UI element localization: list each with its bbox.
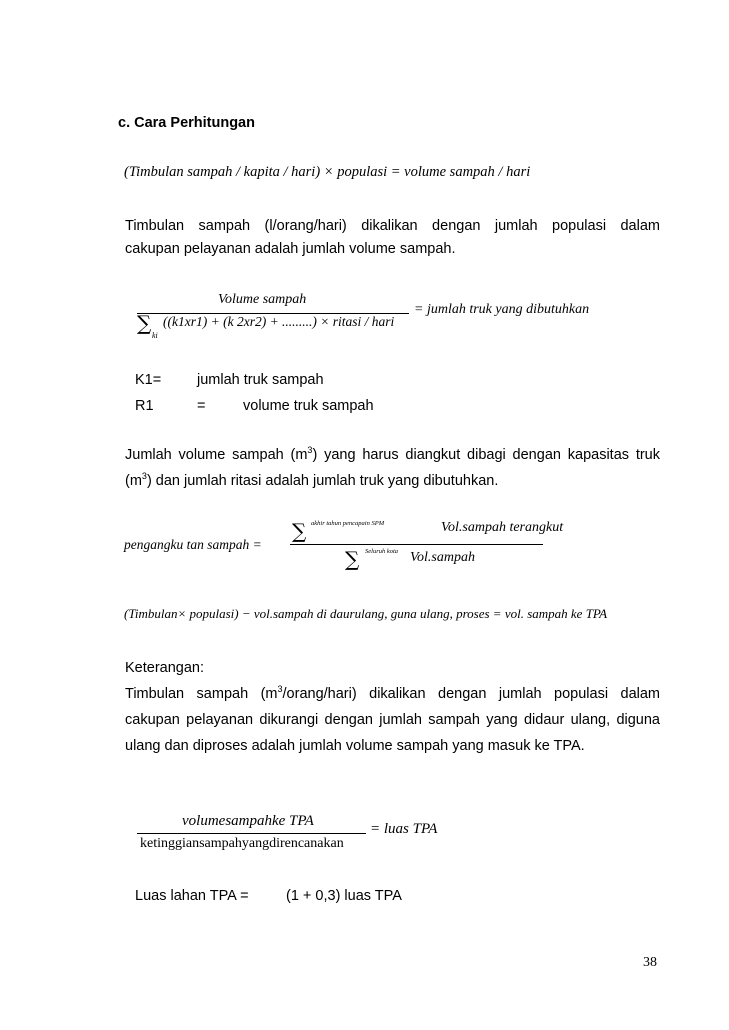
numerator-limits: akhir tahun pencapain SPM: [311, 520, 385, 527]
sigma-subscript: ki: [152, 331, 158, 340]
keterangan-line-2: cakupan pelayanan dikurangi dengan jumlah sampah yang didaur ulang, diguna: [125, 712, 660, 728]
formula-truk-rhs: = jumlah truk yang dibutuhkan: [414, 302, 590, 317]
formula-pengangkutan-lhs: pengangku tan sampah =: [124, 537, 262, 552]
definition-term-r1: R1: [135, 398, 154, 414]
luas-value: (1 + 0,3) luas TPA: [286, 888, 402, 904]
definition-desc-r1: volume truk sampah: [243, 398, 374, 414]
sigma-symbol: ∑: [137, 311, 152, 335]
section-heading: c. Cara Perhitungan: [118, 115, 255, 131]
keterangan-line-1: Timbulan sampah $(m^3/orang/hari)$ dikalikan dengan jumlah populasi dalam: [125, 684, 660, 702]
formula-luas-numerator: volumesampahke TPA: [182, 813, 314, 829]
keterangan-label: Keterangan:: [125, 660, 205, 676]
paragraph-2-line-1: Jumlah volume sampah $(m^3)$ yang harus diangkut dibagi dengan kapasitas truk: [125, 445, 660, 463]
paragraph-1-line-1: Timbulan sampah (l/orang/hari) dikalikan dengan jumlah populasi dalam: [125, 218, 660, 234]
denominator-limits: Seluruh kota: [365, 548, 399, 555]
formula-tpa-volume: (Timbulan× populasi) − vol.sampah di daurulang, guna ulang, proses = vol. sampah ke TPA: [124, 606, 608, 621]
fraction-bar: [137, 833, 366, 834]
keterangan-line-3: ulang dan diproses adalah jumlah volume sampah yang masuk ke TPA.: [125, 738, 585, 754]
sigma-denominator: ∑: [345, 547, 360, 571]
formula-timbulan: (Timbulan sampah / kapita / hari) × populasi = volume sampah / hari: [124, 164, 531, 180]
luas-label: Luas lahan TPA =: [135, 888, 249, 904]
page-number: 38: [643, 955, 657, 970]
fraction-bar: [290, 544, 543, 545]
formula-luas-denominator: ketinggiansampahyangdirencanakan: [140, 836, 344, 851]
definition-sep-r1: =: [197, 398, 206, 414]
paragraph-2-line-2: $(m^3)$ dan jumlah ritasi adalah jumlah truk yang dibutuhkan.: [125, 471, 499, 489]
formula-pengangkutan-denominator: Vol.sampah: [410, 550, 475, 565]
paragraph-1-line-2: cakupan pelayanan adalah jumlah volume sampah.: [125, 241, 456, 257]
formula-pengangkutan-numerator: Vol.sampah terangkut: [441, 520, 564, 535]
definition-desc-k1: jumlah truk sampah: [197, 372, 324, 388]
formula-truk-denominator: ((k1xr1) + (k 2xr2) + .........) × ritasi / hari: [163, 314, 395, 329]
formula-luas-rhs: = luas TPA: [370, 821, 438, 837]
formula-truk-numerator: Volume sampah: [218, 292, 307, 307]
sigma-numerator: ∑: [292, 519, 307, 543]
definition-term-k1: K1=: [135, 372, 162, 388]
